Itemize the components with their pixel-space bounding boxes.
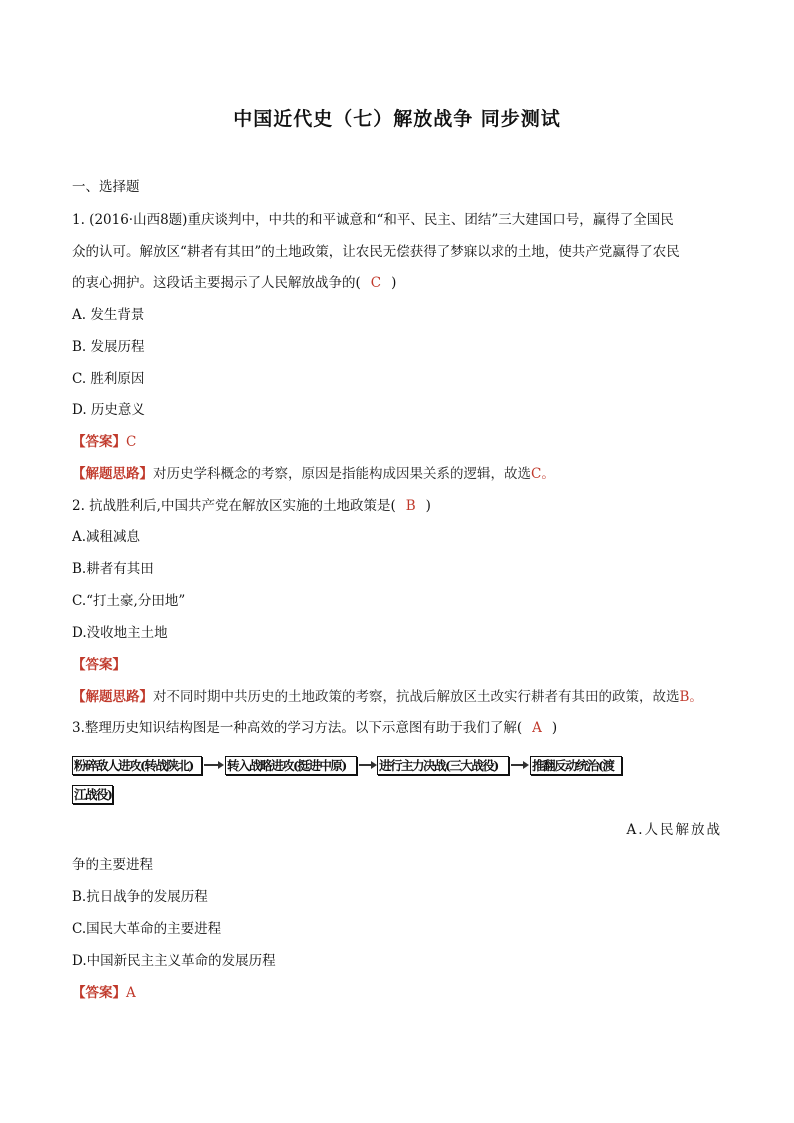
q1-stem-line1: 1. (2016·山西8题)重庆谈判中，中共的和平诚意和“和平、民主、团结”三大建国口号，赢得了全国民 bbox=[72, 212, 674, 228]
flow-box-4-overflow: 江战役) bbox=[74, 787, 112, 802]
q3-option-c: C.国民大革命的主要进程 bbox=[72, 921, 222, 937]
q3-paren-answer: A bbox=[532, 720, 542, 736]
q1-option-b: B. 发展历程 bbox=[72, 339, 145, 355]
q3-answer-label: 【答案】 bbox=[72, 985, 126, 1001]
flow-box-1: 粉碎敌人进攻(转战陕北) bbox=[72, 756, 202, 775]
flow-arrow-1 bbox=[204, 764, 222, 766]
flow-box-2: 转入战略进攻(挺进中原) bbox=[225, 756, 357, 775]
q3-paren-close: ) bbox=[551, 720, 558, 736]
q2-hint-label: 【解题思路】 bbox=[72, 689, 153, 705]
q2-option-d: D.没收地主土地 bbox=[72, 625, 168, 641]
q3-option-a-part1: A.人民解放战 bbox=[626, 822, 722, 838]
q1-answer bbox=[72, 432, 722, 452]
q2-option-b: B.耕者有其田 bbox=[72, 561, 154, 577]
q2-hint-text: 对不同时期中共历史的土地政策的考察，抗战后解放区土改实行耕者有其田的政策，故选 bbox=[153, 689, 680, 705]
q1-answer-value: C bbox=[126, 434, 137, 450]
flow-arrow-3 bbox=[511, 764, 527, 766]
q3-stem-text: 3.整理历史知识结构图是一种高效的学习方法。以下示意图有助于我们了解( bbox=[72, 720, 523, 736]
q1-hint bbox=[72, 464, 722, 484]
q3-option-d: D.中国新民主主义革命的发展历程 bbox=[72, 953, 276, 969]
q2-stem-text: 2. 抗战胜利后,中国共产党在解放区实施的土地政策是( bbox=[72, 498, 396, 514]
structure-flow-diagram bbox=[72, 756, 732, 776]
q2-paren-close: ) bbox=[425, 498, 431, 514]
q1-stem-line3 bbox=[72, 273, 722, 293]
q2-hint bbox=[72, 687, 722, 707]
q3-option-a-part2: 争的主要进程 bbox=[72, 857, 153, 873]
q1-answer-label: 【答案】 bbox=[72, 434, 126, 450]
q1-option-a: A. 发生背景 bbox=[72, 307, 145, 323]
page-title: 中国近代史（七）解放战争 同步测试 bbox=[233, 108, 561, 130]
q3-option-b: B.抗日战争的发展历程 bbox=[72, 889, 208, 905]
q2-hint-tail: B。 bbox=[679, 689, 703, 705]
q2-answer bbox=[72, 655, 722, 675]
q2-option-c: C.“打土豪,分田地” bbox=[72, 593, 186, 609]
section-heading: 一、选择题 bbox=[72, 179, 140, 195]
q1-stem-text: 的衷心拥护。这段话主要揭示了人民解放战争的( bbox=[72, 275, 361, 291]
q3-stem bbox=[72, 718, 722, 738]
q1-option-c: C. 胜利原因 bbox=[72, 371, 145, 387]
q3-answer-value: A bbox=[126, 985, 136, 1001]
flow-arrow-2 bbox=[359, 764, 375, 766]
q1-hint-label: 【解题思路】 bbox=[72, 466, 153, 482]
q2-stem bbox=[72, 496, 722, 516]
q3-answer bbox=[72, 983, 722, 1003]
q2-paren-answer: B bbox=[405, 498, 416, 514]
q1-option-d: D. 历史意义 bbox=[72, 402, 145, 418]
flow-box-3: 进行主力决战(三大战役) bbox=[377, 756, 509, 775]
q1-hint-tail: C。 bbox=[531, 466, 555, 482]
flow-box-4: 推翻反动统治(渡 bbox=[530, 756, 622, 775]
q1-stem-line2: 众的认可。解放区“耕者有其田”的土地政策，让农民无偿获得了梦寐以求的土地，使共产党赢得了农民 bbox=[72, 244, 680, 260]
q1-paren-close: ) bbox=[391, 275, 397, 291]
q2-option-a: A.减租减息 bbox=[72, 529, 141, 545]
q1-paren-answer: C bbox=[370, 275, 382, 291]
q2-answer-label: 【答案】 bbox=[72, 657, 126, 673]
q1-hint-text: 对历史学科概念的考察，原因是指能构成因果关系的逻辑，故选 bbox=[153, 466, 531, 482]
